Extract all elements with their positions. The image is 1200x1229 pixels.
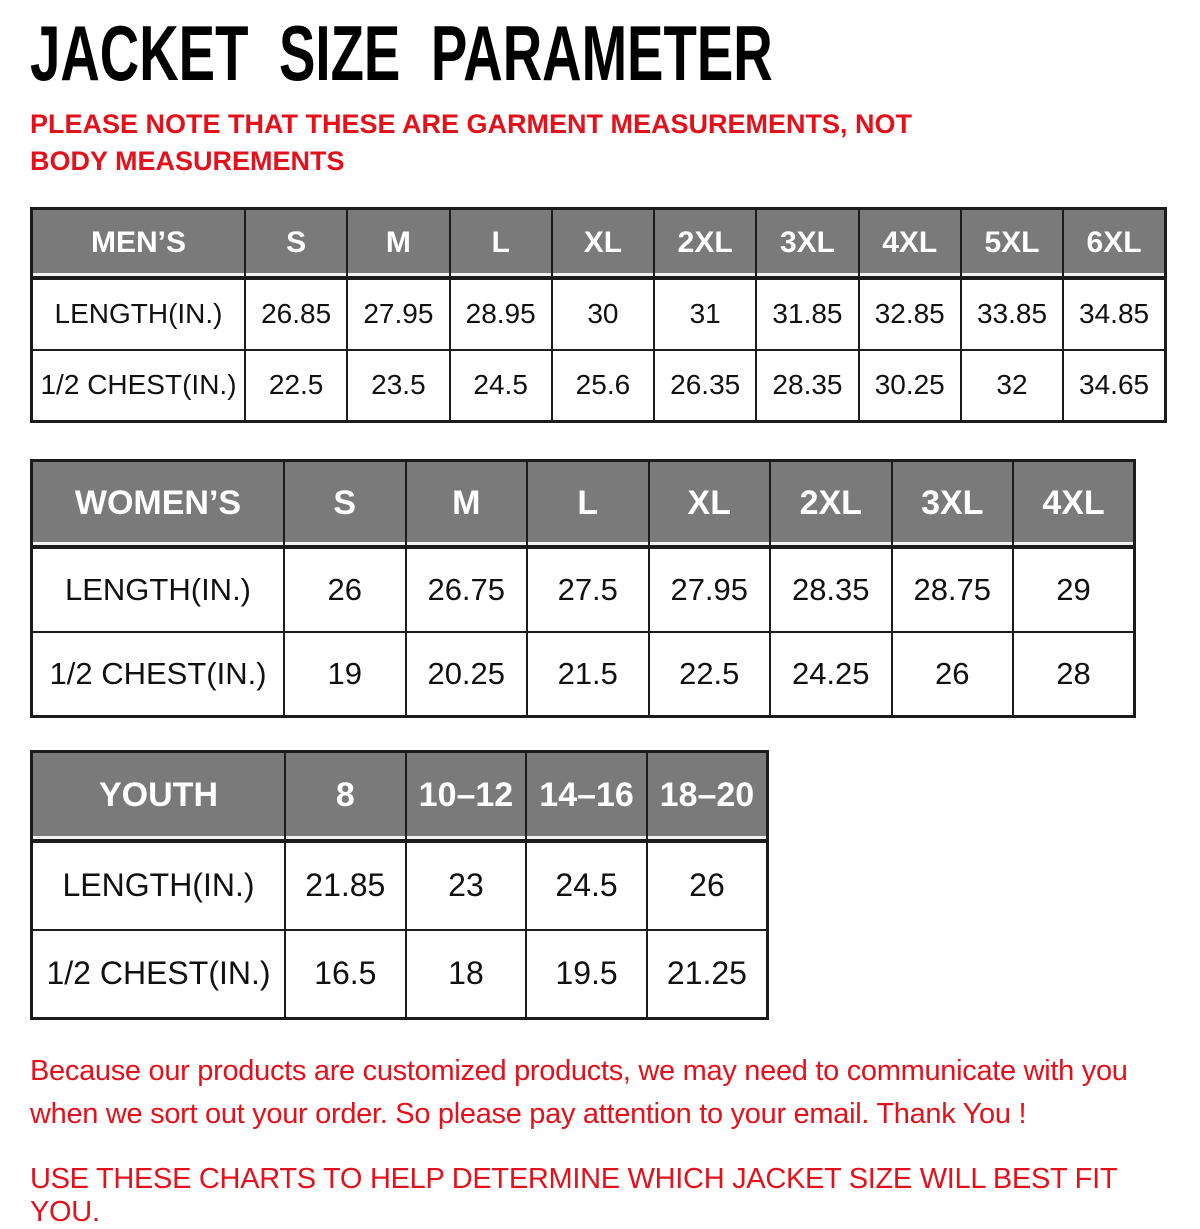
measurement-value: 27.95 — [347, 278, 449, 350]
measurement-value: 27.95 — [649, 547, 771, 632]
womens-size-header: S — [284, 460, 406, 547]
womens-size-header: 3XL — [892, 460, 1014, 547]
mens-size-header: 6XL — [1063, 208, 1165, 278]
measurement-value: 26.85 — [245, 278, 347, 350]
measurement-value: 34.85 — [1063, 278, 1165, 350]
womens-category-header: WOMEN’S — [32, 460, 285, 547]
mens-size-header: 2XL — [654, 208, 756, 278]
mens-table-row — [32, 278, 1166, 350]
measurement-value: 21.5 — [527, 632, 649, 717]
womens-table-row — [32, 547, 1135, 632]
row-label: LENGTH(IN.) — [32, 547, 285, 632]
measurement-value: 23.5 — [347, 350, 449, 422]
measurement-value: 32.85 — [859, 278, 961, 350]
row-label: 1/2 CHEST(IN.) — [32, 632, 285, 717]
row-label: LENGTH(IN.) — [32, 278, 246, 350]
youth-size-header: 8 — [285, 751, 406, 841]
mens-size-header: M — [347, 208, 449, 278]
mens-size-header: 4XL — [859, 208, 961, 278]
measurement-value: 20.25 — [406, 632, 528, 717]
mens-size-header: L — [450, 208, 552, 278]
womens-header-row — [32, 460, 1135, 547]
measurement-value: 26 — [892, 632, 1014, 717]
custom-order-notice: Because our products are customized products, we may need to communicate with you when we sort out your order. So please pay attention to your email. Thank You ! — [30, 1054, 1128, 1131]
measurement-value: 28.95 — [450, 278, 552, 350]
measurement-value: 30 — [552, 278, 654, 350]
garment-measurement-note: PLEASE NOTE THAT THESE ARE GARMENT MEASUREMENTS, NOT BODY MEASUREMENTS — [30, 109, 913, 176]
measurement-value: 26 — [284, 547, 406, 632]
youth-category-header: YOUTH — [32, 751, 286, 841]
measurement-value: 28 — [1013, 632, 1135, 717]
measurement-value: 34.65 — [1063, 350, 1165, 422]
measurement-value: 29 — [1013, 547, 1135, 632]
measurement-value: 19 — [284, 632, 406, 717]
page-title: JACKET SIZE PARAMETER — [30, 9, 773, 97]
mens-size-header: XL — [552, 208, 654, 278]
youth-header-row — [32, 751, 768, 841]
measurement-value: 25.6 — [552, 350, 654, 422]
youth-size-table — [30, 750, 769, 1020]
womens-size-header: M — [406, 460, 528, 547]
mens-header-row — [32, 208, 1166, 278]
measurement-value: 22.5 — [245, 350, 347, 422]
measurement-value: 24.5 — [526, 841, 647, 930]
measurement-value: 24.25 — [770, 632, 892, 717]
measurement-value: 26.75 — [406, 547, 528, 632]
mens-size-header: S — [245, 208, 347, 278]
mens-category-header: MEN’S — [32, 208, 246, 278]
measurement-value: 24.5 — [450, 350, 552, 422]
youth-size-header: 14–16 — [526, 751, 647, 841]
measurement-value: 27.5 — [527, 547, 649, 632]
mens-table-row — [32, 350, 1166, 422]
measurement-value: 21.25 — [647, 930, 768, 1019]
womens-size-table — [30, 459, 1136, 718]
measurement-value: 30.25 — [859, 350, 961, 422]
measurement-value: 21.85 — [285, 841, 406, 930]
measurement-value: 28.75 — [892, 547, 1014, 632]
womens-table-row — [32, 632, 1135, 717]
measurement-value: 23 — [406, 841, 527, 930]
youth-table-row — [32, 930, 768, 1019]
chart-usage-advice: USE THESE CHARTS TO HELP DETERMINE WHICH JACKET SIZE WILL BEST FIT YOU. — [30, 1162, 1117, 1228]
measurement-value: 26.35 — [654, 350, 756, 422]
measurement-value: 19.5 — [526, 930, 647, 1019]
youth-size-header: 10–12 — [406, 751, 527, 841]
measurement-value: 28.35 — [756, 350, 858, 422]
row-label: 1/2 CHEST(IN.) — [32, 350, 246, 422]
youth-size-header: 18–20 — [647, 751, 768, 841]
youth-table-row — [32, 841, 768, 930]
mens-size-table — [30, 207, 1167, 423]
measurement-value: 22.5 — [649, 632, 771, 717]
measurement-value: 28.35 — [770, 547, 892, 632]
measurement-value: 33.85 — [961, 278, 1063, 350]
womens-size-header: 2XL — [770, 460, 892, 547]
womens-size-header: XL — [649, 460, 771, 547]
measurement-value: 31 — [654, 278, 756, 350]
row-label: LENGTH(IN.) — [32, 841, 286, 930]
measurement-value: 31.85 — [756, 278, 858, 350]
mens-size-header: 3XL — [756, 208, 858, 278]
row-label: 1/2 CHEST(IN.) — [32, 930, 286, 1019]
measurement-value: 26 — [647, 841, 768, 930]
womens-size-header: L — [527, 460, 649, 547]
measurement-value: 32 — [961, 350, 1063, 422]
measurement-value: 16.5 — [285, 930, 406, 1019]
mens-size-header: 5XL — [961, 208, 1063, 278]
measurement-value: 18 — [406, 930, 527, 1019]
womens-size-header: 4XL — [1013, 460, 1135, 547]
